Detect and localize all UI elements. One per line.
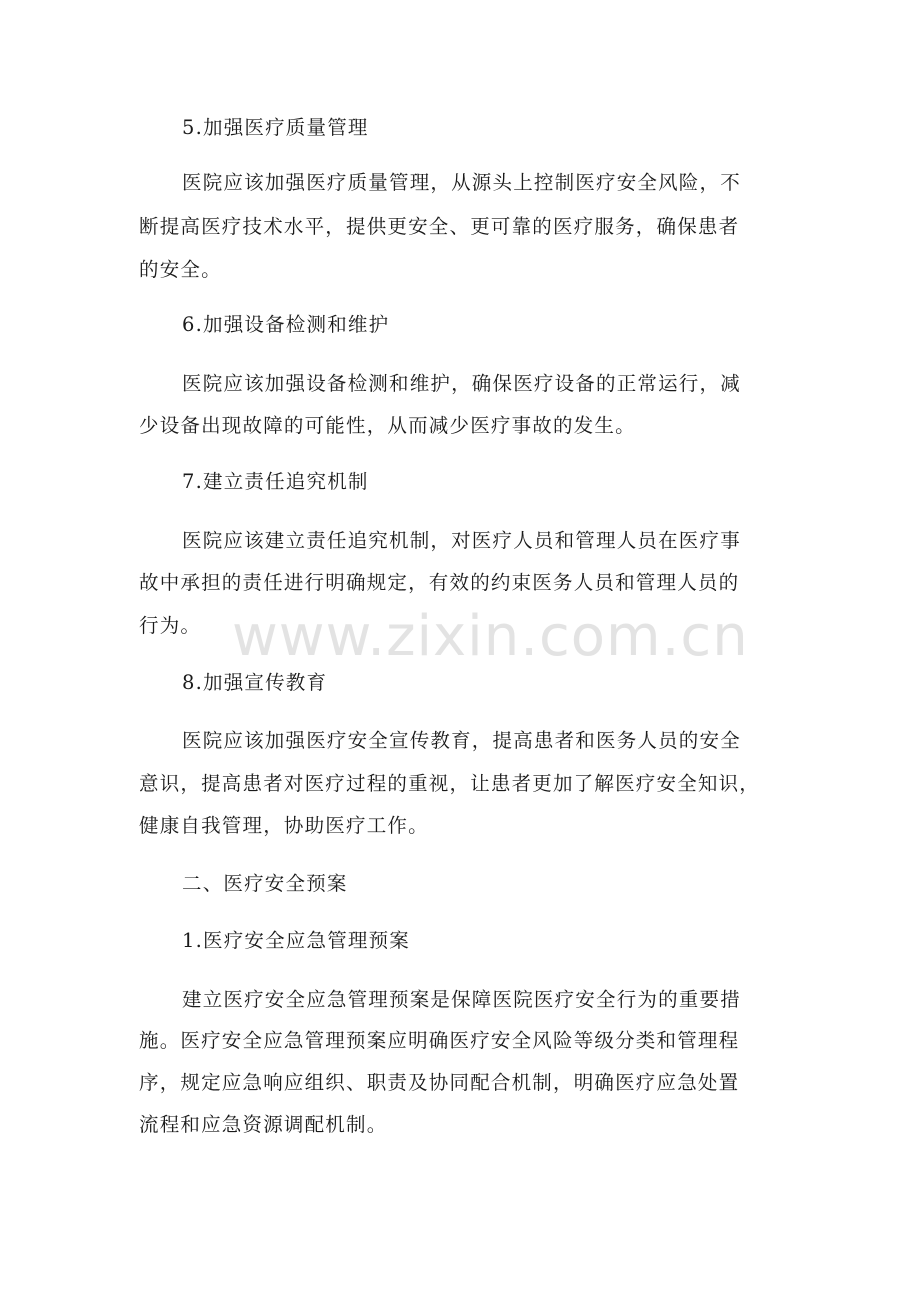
section-5-line-1: 医院应该加强医疗质量管理，从源头上控制医疗安全风险，不 (182, 171, 741, 194)
plan-1-line-2: 施。医疗安全应急管理预案应明确医疗安全风险等级分类和管理程 (139, 1029, 740, 1052)
section-8-line-1: 医院应该加强医疗安全宣传教育，提高患者和医务人员的安全 (182, 729, 741, 752)
section-7-line-2: 故中承担的责任进行明确规定，有效的约束医务人员和管理人员的 (139, 571, 740, 594)
section-7-heading: 7.建立责任追究机制 (182, 470, 369, 493)
section-5-heading: 5.加强医疗质量管理 (182, 116, 369, 139)
plan-1-heading: 1.医疗安全应急管理预案 (182, 929, 411, 952)
plan-1-line-4: 流程和应急资源调配机制。 (139, 1113, 388, 1136)
section-6-line-2: 少设备出现故障的可能性，从而减少医疗事故的发生。 (139, 414, 636, 437)
section-7-line-3: 行为。 (139, 614, 202, 637)
section-7-line-1: 医院应该建立责任追究机制，对医疗人员和管理人员在医疗事 (182, 529, 741, 552)
plan-1-line-1: 建立医疗安全应急管理预案是保障医院医疗安全行为的重要措 (182, 988, 741, 1011)
watermark: www.zixin.com.cn (232, 604, 749, 669)
section-6-heading: 6.加强设备检测和维护 (182, 313, 390, 336)
section-8-line-2: 意识，提高患者对医疗过程的重视，让患者更加了解医疗安全知识， (139, 772, 761, 795)
part-2-heading: 二、医疗安全预案 (182, 872, 348, 895)
section-5-line-2: 断提高医疗技术水平，提供更安全、更可靠的医疗服务，确保患者 (139, 215, 740, 238)
section-8-heading: 8.加强宣传教育 (182, 671, 328, 694)
section-5-line-3: 的安全。 (139, 258, 222, 281)
plan-1-line-3: 序，规定应急响应组织、职责及协同配合机制，明确医疗应急处置 (139, 1071, 740, 1094)
section-8-line-3: 健康自我管理，协助医疗工作。 (139, 814, 429, 837)
section-6-line-1: 医院应该加强设备检测和维护，确保医疗设备的正常运行，减 (182, 372, 741, 395)
